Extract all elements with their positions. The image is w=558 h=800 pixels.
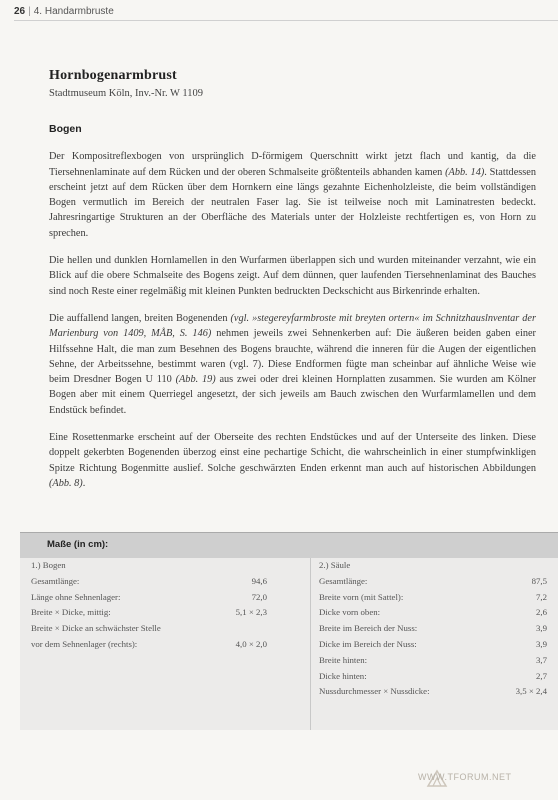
table-row <box>315 605 558 621</box>
header-rule <box>14 20 558 21</box>
table-row <box>315 637 558 653</box>
measurements-table <box>20 532 558 730</box>
paragraph-1-text-b: . Stattdessen erscheint jetzt auf dem Rücken über dem Hornkern eine längs gezahnte Eichenholzleiste, die beim vollständigen Bogen vermutlich im Bereich der neutralen Faser lag. Sie ist teilweise noch mit Laminatresten bedeckt. Jahresringartige Strukturen an der Oberfläche des Materials unter der Holzleiste rechtfertigen es, von Horn zu sprechen. <box>49 166 537 239</box>
inventory-quote: (vgl. »stegereyfarmbroste mit breyten ortern« im Schnitzhauslnventar der Marienburg von 1409, MÅB, S. 146) <box>49 312 536 340</box>
paragraph-4-text-b: . <box>82 477 86 489</box>
paragraph-4-text-a: Eine Rosettenmarke erscheint auf der Oberseite des rechten Endstückes und auf der Unterseite des linken. Diese doppelt gekerbten Bogenenden überzog einst eine pechartige Schicht, die wahrscheinlich in einer stumpfwinkligen Spitze Richtung Bogenmitte auslief. Solche geschwärzten Enden erkennt man auch auf historischen Abbildungen <box>49 432 536 474</box>
row-label: Nussdurchmesser × Nussdicke: <box>319 686 430 697</box>
table-row <box>27 574 275 590</box>
figure-reference: (Abb. 19) <box>175 374 216 386</box>
row-label: Länge ohne Sehnenlager: <box>31 591 121 602</box>
row-value: 7,2 <box>536 591 547 602</box>
page-number: 26 <box>14 6 26 17</box>
table-row <box>315 558 558 574</box>
table-header <box>20 532 558 559</box>
row-label: Breite im Bereich der Nuss: <box>319 623 418 634</box>
row-value: 3,9 <box>536 638 547 649</box>
row-value: 72,0 <box>251 591 267 602</box>
row-value: 94,6 <box>251 575 267 586</box>
bow-measurements <box>27 558 275 653</box>
paragraph-1 <box>49 149 536 241</box>
paragraph-4 <box>49 430 536 491</box>
table-row <box>27 590 275 606</box>
table-row <box>315 684 558 700</box>
row-value: 87,5 <box>531 575 547 586</box>
row-label: Breite hinten: <box>319 654 368 665</box>
column-heading: 1.) Bogen <box>31 560 66 570</box>
paragraph-2: Die hellen und dunklen Hornlamellen in den Wurfarmen überlappen sich und wurden miteinander verzahnt, wie ein Blick auf die obere Schmalseite des Bogens zeigt. Auf dem dünnen, quer laufenden Tiersehnenlaminat des Bauches sind noch Reste einer regelmäßig mit kleinen Punkten bedruckten Deckschicht aus Birkenrinde erhalten. <box>49 255 536 297</box>
header-separator: | <box>28 6 31 17</box>
table-row <box>27 621 275 637</box>
table-row <box>315 653 558 669</box>
row-value: 3,9 <box>536 623 547 634</box>
paragraph-1-text-a: Der Kompositreflexbogen von ursprünglich D-förmigem Querschnitt wirkt jetzt flach und kantig, da die Tiersehnenlaminate auf dem Rücken und der oberen Schmalseite größtenteils abhanden kamen <box>49 151 536 178</box>
row-label: vor dem Sehnenlager (rechts): <box>31 638 138 649</box>
row-label: Gesamtlänge: <box>319 575 368 586</box>
row-value: 2,6 <box>536 607 547 618</box>
row-label: Breite × Dicke, mittig: <box>31 607 111 618</box>
paragraph-3-text-b: nehmen jeweils zwei Sehnenkerben auf: Die äußeren beiden gaben einer Hilfssehne Halt, die man zum Besehnen des Bogens brauchte, während die inneren für die Augen der eigentlichen Sehne, der Arbeitssehne, bestimmt waren (vgl. 7). Diese Endformen fügte man scheinbar auf ähnliche Weise wie beim Dresdner Bogen U 110 <box>49 328 536 386</box>
table-row <box>315 669 558 685</box>
table-row <box>315 621 558 637</box>
table-row <box>315 590 558 606</box>
row-value: 5,1 × 2,3 <box>235 607 267 618</box>
table-body <box>20 558 558 730</box>
column-heading: 2.) Säule <box>319 560 351 570</box>
section-heading: Bogen <box>49 123 82 135</box>
paragraph-3-text-a: Die auffallend langen, breiten Bogenenden <box>49 312 231 324</box>
stock-measurements <box>310 558 558 730</box>
row-label: Breite vorn (mit Sattel): <box>319 591 404 602</box>
row-value: 3,5 × 2,4 <box>515 686 547 697</box>
row-label: Dicke hinten: <box>319 670 367 681</box>
paragraph-3-text-c: aus zwei oder drei kleinen Hornplatten zusammen. Sie wurden am Kölner Bogen aber mit einem Querriegel angesetzt, der sich jeweils am Bauch zwischen den Wurfarmlamellen und dem Endstück befindet. <box>49 374 536 416</box>
row-label: Dicke im Bereich der Nuss: <box>319 638 417 649</box>
row-label: Breite × Dicke an schwächster Stelle <box>31 623 161 634</box>
row-value: 4,0 × 2,0 <box>235 638 267 649</box>
table-row <box>315 574 558 590</box>
running-header <box>14 6 114 17</box>
paragraph-3 <box>49 311 536 418</box>
row-value: 3,7 <box>536 654 547 665</box>
table-title: Maße (in cm): <box>47 539 109 550</box>
table-row <box>27 637 275 653</box>
table-row <box>27 605 275 621</box>
article-title: Hornbogenarmbrust <box>49 68 177 83</box>
figure-reference: (Abb. 8) <box>49 477 83 489</box>
table-row <box>27 558 275 574</box>
row-label: Gesamtlänge: <box>31 575 80 586</box>
row-label: Dicke vorn oben: <box>319 607 381 618</box>
figure-reference: (Abb. 14) <box>445 166 485 178</box>
body-text <box>49 122 536 503</box>
row-value: 2,7 <box>536 670 547 681</box>
chapter-title: 4. Handarmbruste <box>33 6 114 17</box>
watermark-text: WWW.TFORUM.NET <box>418 772 512 782</box>
article-subtitle: Stadtmuseum Köln, Inv.-Nr. W 1109 <box>49 88 203 99</box>
